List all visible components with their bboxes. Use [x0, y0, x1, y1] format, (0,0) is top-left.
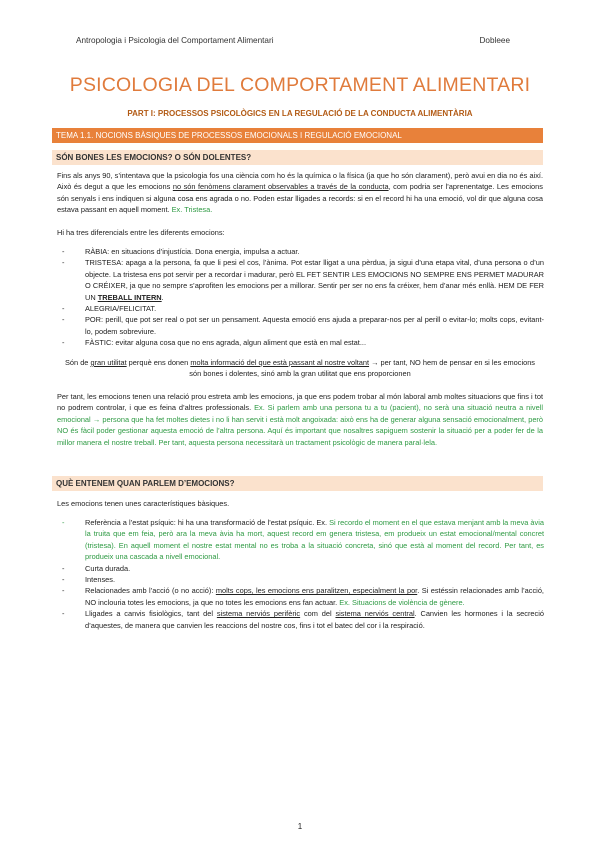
section-1-heading: SÓN BONES LES EMOCIONS? O SÓN DOLENTES?	[52, 150, 543, 165]
summary-underlined-1: gran utilitat	[90, 358, 127, 367]
page-header	[76, 36, 510, 45]
header-author: Dobleee	[479, 36, 510, 45]
list-item	[60, 563, 544, 574]
item-underlined: molts cops, les emocions ens paralitzen, especialment la por	[215, 586, 418, 596]
list-dash: -	[62, 575, 65, 585]
item-text: . Si estéssin relacionades amb l’acció, NO inclouria totes les emocions, ja que no totes les emocions ens fan actuar.	[85, 586, 544, 607]
summary-underlined-2: molta informació del que està passant al nostre voltant	[190, 358, 370, 367]
item-example: Si recordo el moment en el que estava menjant amb la meva àvia la truita que em feia, però ara la meva àvia ha mort, aquest record em genera tristesa, em produeix un estat emocional/mental concret (tristesa). En aquell moment el nostre estat mental no es troba a la situació concreta, sinó que està al moment del record. Per tant, es produeix una cascada a nivell emocional.	[85, 518, 544, 562]
item-underlined: sistema nerviós central	[335, 609, 415, 619]
p1-underlined: no són fenòmens clarament observables a través de la conducta	[172, 182, 389, 192]
item-text: FÀSTIC: evitar alguna cosa que no ens agrada, algun aliment que està en mal estat...	[85, 338, 367, 348]
list-item	[60, 585, 544, 608]
list-dash: -	[62, 258, 65, 268]
list-item	[60, 257, 544, 303]
p3-example: Ex. Si parlem amb una persona tu a tu (pacient), no serà una situació neutra a nivell emocional → persona que ha fet moltes dietes i no li han servit i està molt angoixada: això ens ha de generar alguna sensació emocionalment, però NO és fàcil poder gestionar aquesta emoció de l’altra persona. Aquí és important que nosaltres sapiguem sostenir la situació per a poder fer de la millor manera el nostre treball. Per tant, aquesta persona necessitarà un tractament psicològic de manera paral·lela.	[57, 403, 543, 447]
item-text: Relacionades amb l’acció (o no acció):	[85, 586, 216, 596]
emotions-list	[60, 246, 544, 349]
p1-text-a: Fins als anys 90, s’intentava que la psicologia fos una ciència com ho és la química o la física (ja que ho són clarament), però avui en dia no és així. Això és degut a que les emocions	[57, 171, 543, 192]
section-1-paragraph-3	[57, 391, 543, 448]
list-item	[60, 517, 544, 563]
list-dash: -	[62, 609, 65, 619]
item-text: ALEGRIA/FELICITAT.	[85, 304, 157, 314]
list-item	[60, 246, 544, 257]
characteristics-list	[60, 517, 544, 631]
list-dash: -	[62, 315, 65, 325]
item-text: .	[161, 292, 164, 302]
p1-text-c: , com podria ser l’aprenentatge. Les emocions són senyals i ens indiquen si alguna cosa ens agrada o no. Poden estar lligades a records: si en el record hi ha una emoció, vol dir que alguna cosa estava passant en aquell moment.	[57, 182, 543, 215]
item-text: Referència a l’estat psíquic: hi ha una transformació de l’estat psíquic. Ex.	[85, 518, 330, 527]
document-title: PSICOLOGIA DEL COMPORTAMENT ALIMENTARI	[69, 74, 531, 96]
list-item	[60, 574, 544, 585]
summary-text-e: → per tant, NO hem de pensar en si les emocions són bones i dolentes, sinó amb la gran utilitat que ens proporcionen	[189, 358, 536, 379]
item-text: com del	[300, 609, 336, 619]
p3-text-a: Per tant, les emocions tenen una relació prou estreta amb les emocions, ja que ens podem trobar al món laboral amb moltes situacions que fins i tot no podrem controlar, i que es feina d’altres professionals.	[57, 392, 543, 413]
list-dash: -	[62, 338, 65, 348]
header-course: Antropologia i Psicologia del Comportament Alimentari	[76, 36, 274, 45]
item-text: RÀBIA: en situacions d’injustícia. Dona energia, impulsa a actuar.	[85, 247, 300, 256]
item-underlined: sistema nerviós perifèric	[216, 609, 301, 619]
page-number: 1	[297, 822, 303, 831]
item-text: . Canvien les hormones i la secreció d’aquestes, de manera que canvien les reaccions del nostre cos, fins i tot el batec del cor i la respiració.	[85, 609, 544, 630]
item-text: TRISTESA: apaga a la persona, fa que li pesi el cos, l’ànima. Pot estar lligat a una pèrdua, ja sigui d’una etapa vital, d’una persona o d’un objecte. La tristesa ens pot servir per a recordar i madurar, però EL FET SENTIR LES EMOCIONS NO SEMPRE ENS PERMET MADURAR O CRÉIXER, ja que no sempre s’aprofiten les emocions per a millorar. Sentir per ser no ens fa créixer, hem d’anar més enllà. HEM DE FER UN	[85, 258, 544, 302]
section-2-heading: QUÈ ENTENEM QUAN PARLEM D’EMOCIONS?	[52, 476, 543, 491]
item-text: Curta durada.	[85, 563, 131, 573]
item-example: Ex. Situacions de violència de gènere.	[339, 597, 465, 607]
item-text: Lligades a canvis fisiològics, tant del	[85, 609, 217, 619]
list-dash: -	[62, 518, 65, 527]
summary-text-a: Són de	[64, 358, 91, 367]
list-dash: -	[62, 563, 65, 573]
section-1-paragraph-2: Hi ha tres diferencials entre les diferents emocions:	[57, 228, 225, 237]
list-dash: -	[62, 247, 65, 256]
list-dash: -	[62, 586, 65, 596]
list-item	[60, 314, 544, 337]
list-dash: -	[62, 304, 65, 314]
section-1-summary	[60, 357, 540, 380]
section-2-intro: Les emocions tenen unes característiques bàsiques.	[57, 499, 230, 508]
list-item	[60, 337, 544, 348]
list-item	[60, 303, 544, 314]
tema-band: TEMA 1.1. NOCIONS BÀSIQUES DE PROCESSOS EMOCIONALS I REGULACIÓ EMOCIONAL	[52, 128, 543, 143]
item-underlined: TREBALL INTERN	[97, 292, 162, 302]
p1-example: Ex. Tristesa.	[171, 205, 213, 215]
list-item	[60, 608, 544, 631]
item-text: Intenses.	[85, 575, 115, 585]
part-subtitle: PART I: PROCESSOS PSICOLÒGICS EN LA REGULACIÓ DE LA CONDUCTA ALIMENTÀRIA	[127, 109, 473, 118]
item-text: POR: perill, que pot ser real o pot ser un pensament. Aquesta emoció ens ajuda a preparar-nos per al perill o evitar-lo; molts cops, evitant-lo, podem sobreviure.	[85, 315, 544, 336]
section-1-paragraph-1	[57, 170, 543, 216]
summary-text-c: perquè ens donen	[126, 358, 191, 367]
